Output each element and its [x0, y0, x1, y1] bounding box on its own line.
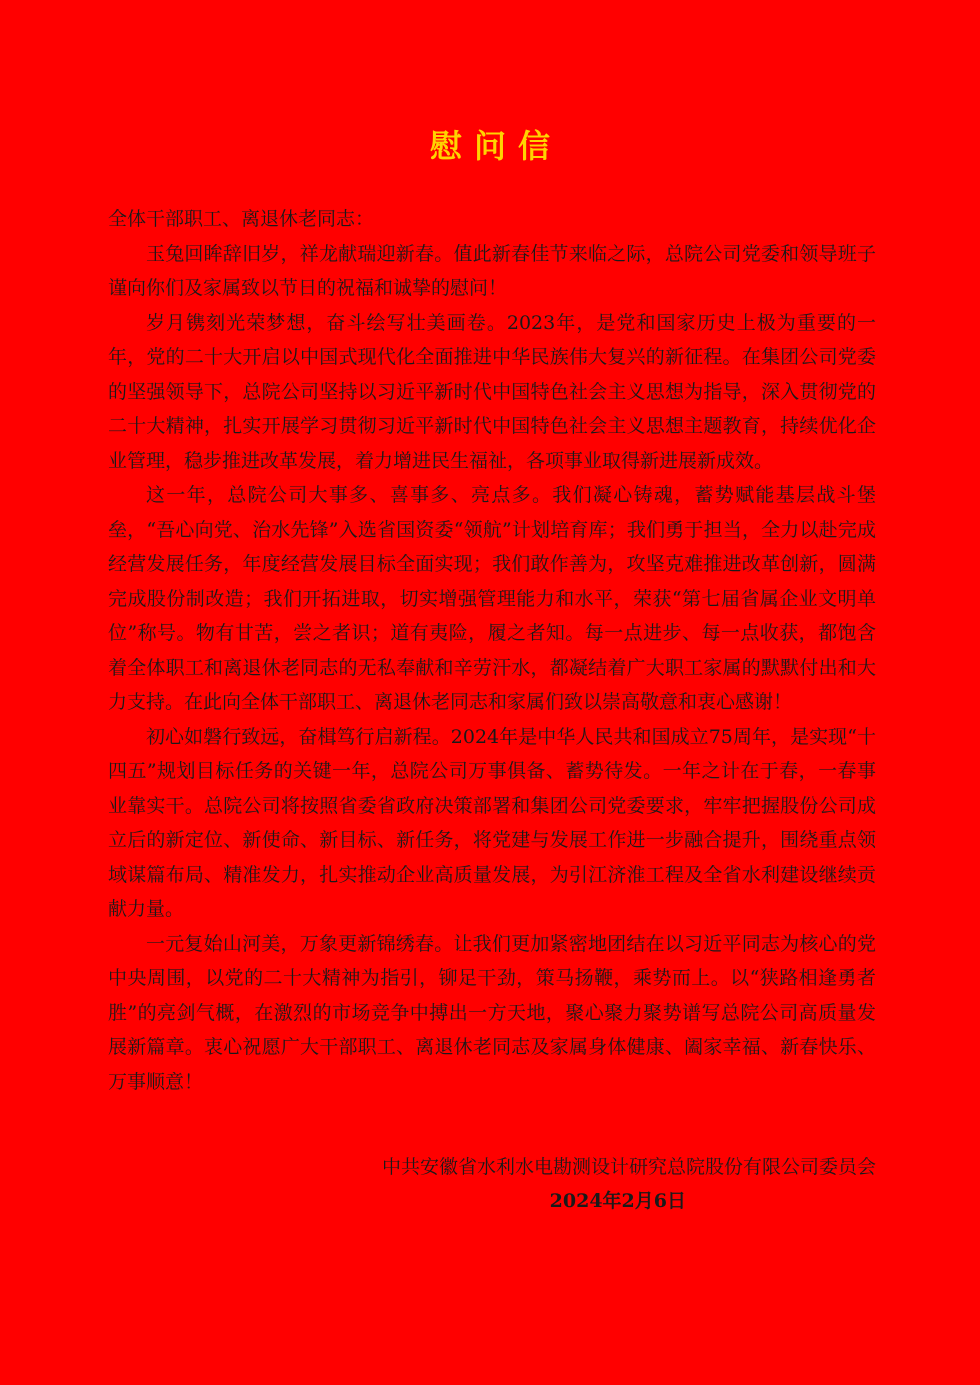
signature-date: 2024年2月6日 [549, 1190, 686, 1212]
letter-title: 慰问信 [429, 127, 562, 165]
letter-signature [382, 1150, 876, 1218]
letter-salutation: 全体干部职工、离退休老同志： [108, 208, 375, 230]
paragraph-2023-review: 岁月镌刻光荣梦想，奋斗绘写壮美画卷。2023年，是党和国家历史上极为重要的一年，党的二十大开启以中国式现代化全面推进中华民族伟大复兴的新征程。在集团公司党委的坚强领导下，总院公司坚持以习近平新时代中国特色社会主义思想为指导，深入贯彻党的二十大精神，扎实开展学习贯彻习近平新时代中国特色社会主义思想主题教育，持续优化企业管理，稳步推进改革发展，着力增进民生福祉，各项事业取得新进展新成效。 [108, 311, 876, 472]
paragraph-achievements: 这一年，总院公司大事多、喜事多、亮点多。我们凝心铸魂，蓄势赋能基层战斗堡垒，“吾心向党、治水先锋”入选省国资委“领航”计划培育库；我们勇于担当，全力以赴完成经营发展任务，年度经营发展目标全面实现；我们敢作善为，攻坚克难推进改革创新，圆满完成股份制改造；我们开拓进取，切实增强管理能力和水平，荣获“第七届省属企业文明单位”称号。物有甘苦，尝之者识；道有夷险，履之者知。每一点进步、每一点收获，都饱含着全体职工和离退休老同志的无私奉献和辛劳汗水，都凝结着广大职工家属的默默付出和大力支持。在此向全体干部职工、离退休老同志和家属们致以崇高敬意和衷心感谢！ [108, 484, 876, 713]
paragraph-2024-outlook: 初心如磐行致远，奋楫笃行启新程。2024年是中华人民共和国成立75周年，是实现“十四五”规划目标任务的关键一年，总院公司万事俱备、蓄势待发。一年之计在于春，一春事业靠实干。总院公司将按照省委省政府决策部署和集团公司党委要求，牢牢把握股份公司成立后的新定位、新使命、新目标、新任务，将党建与发展工作进一步融合提升，围绕重点领域谋篇布局、精准发力，扎实推动企业高质量发展，为引江济淮工程及全省水利建设继续贡献力量。 [108, 725, 876, 920]
letter-body [108, 202, 876, 1099]
paragraph-closing-wishes: 一元复始山河美，万象更新锦绣春。让我们更加紧密地团结在以习近平同志为核心的党中央周围，以党的二十大精神为指引，铆足干劲，策马扬鞭，乘势而上。以“狭路相逢勇者胜”的亮剑气概，在激烈的市场竞争中搏出一方天地，聚心聚力聚势谱写总院公司高质量发展新篇章。衷心祝愿广大干部职工、离退休老同志及家属身体健康、阖家幸福、新春快乐、万事顺意！ [108, 932, 876, 1093]
paragraph-greeting: 玉兔回眸辞旧岁，祥龙献瑞迎新春。值此新春佳节来临之际，总院公司党委和领导班子谨向你们及家属致以节日的祝福和诚挚的慰问！ [108, 242, 876, 299]
signature-organization: 中共安徽省水利水电勘测设计研究总院股份有限公司委员会 [381, 1156, 876, 1178]
